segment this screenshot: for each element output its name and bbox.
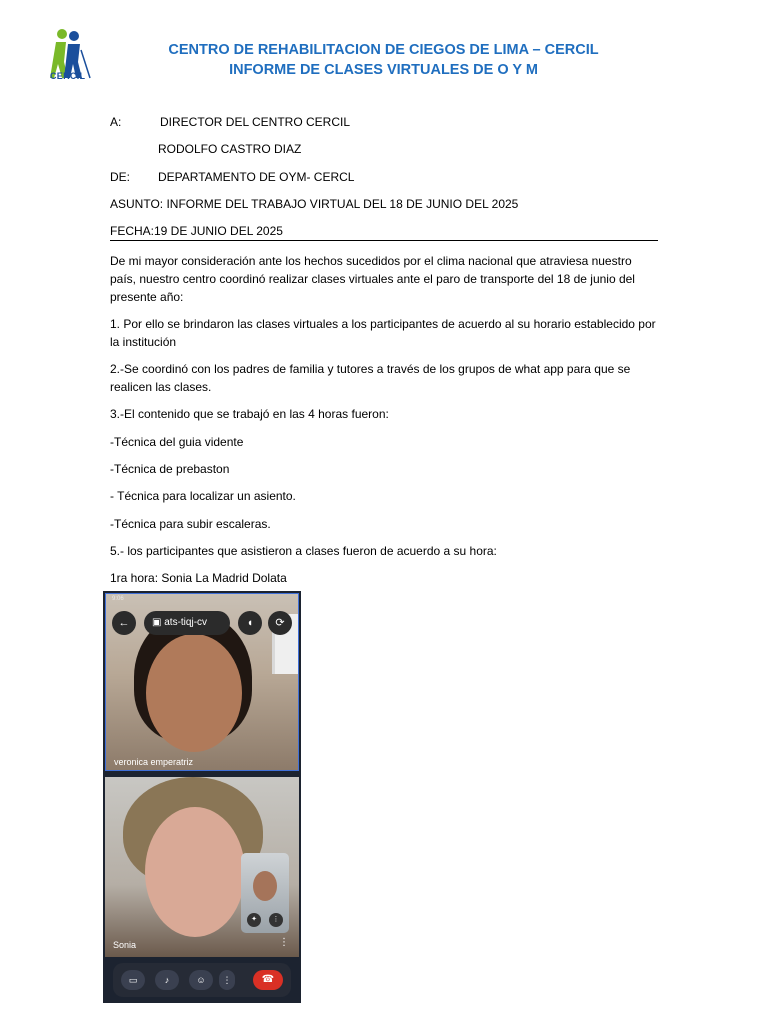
participant-name-2: Sonia <box>113 940 137 950</box>
technique-3: - Técnica para localizar un asiento. <box>110 489 296 503</box>
meeting-code-pill[interactable] <box>144 611 230 635</box>
meeting-code: ats-tiqj-cv <box>164 617 208 628</box>
item-5: 5.- los participantes que asistieron a clases fueron de acuerdo a su hora: <box>110 544 497 558</box>
status-time: 9:06 <box>112 596 124 602</box>
to-label: A: <box>110 115 122 129</box>
to-value: DIRECTOR DEL CENTRO CERCIL <box>160 115 351 129</box>
technique-1: -Técnica del guia vidente <box>110 435 244 449</box>
more-options-icon[interactable]: ⋮ <box>279 937 289 948</box>
participant-name-1: veronica emperatriz <box>114 757 194 767</box>
self-view-face <box>253 871 277 901</box>
microphone-icon[interactable]: ♪ <box>155 970 179 990</box>
emoji-icon[interactable]: ☺ <box>189 970 213 990</box>
more-icon[interactable]: ⋮ <box>219 970 235 990</box>
document-title: CENTRO DE REHABILITACION DE CIEGOS DE LIMA – CERCIL <box>168 42 599 58</box>
intro-paragraph: De mi mayor consideración ante los hechos sucedidos por el clima nacional que atraviesa nuestro país, nuestro centro coordinó realizar clases virtuales ante el paro de transporte del 18 de junio del presente año: <box>110 254 635 304</box>
technique-2: -Técnica de prebaston <box>110 462 230 476</box>
date-line: FECHA:19 DE JUNIO DEL 2025 <box>110 224 283 238</box>
effects-icon[interactable]: ✦ <box>247 913 261 927</box>
more-options-icon[interactable]: ⋮ <box>269 913 283 927</box>
camera-icon[interactable]: ▭ <box>121 970 145 990</box>
call-top-bar <box>112 610 296 636</box>
back-arrow-icon[interactable]: ← <box>112 611 136 635</box>
item-2: 2.-Se coordinó con los padres de familia y tutores a través de los grupos de what app para que se realicen las clases. <box>110 362 631 394</box>
end-call-icon[interactable]: ☎ <box>253 970 283 990</box>
from-value: DEPARTAMENTO DE OYM- CERCL <box>158 170 355 184</box>
header-divider <box>110 240 658 241</box>
to-name: RODOLFO CASTRO DIAZ <box>158 142 302 156</box>
switch-camera-icon[interactable]: ⟳ <box>268 611 292 635</box>
video-call-screenshot <box>103 591 301 1003</box>
from-label: DE: <box>110 170 131 184</box>
item-3: 3.-El contenido que se trabajó en las 4 horas fueron: <box>110 407 389 421</box>
document-subtitle: INFORME DE CLASES VIRTUALES DE O Y M <box>229 62 538 78</box>
participant-face <box>146 634 242 752</box>
calendar-icon: ▣ <box>152 617 165 628</box>
participant-tile-2 <box>105 777 299 957</box>
technique-4: -Técnica para subir escaleras. <box>110 517 271 531</box>
subject-line: ASUNTO: INFORME DEL TRABAJO VIRTUAL DEL 18 DE JUNIO DEL 2025 <box>110 197 519 211</box>
participant-tile-1 <box>105 593 299 771</box>
item-1: 1. Por ello se brindaron las clases virtuales a los participantes de acuerdo al su horario establecido por la institución <box>110 317 656 349</box>
logo-text: CERCIL <box>50 71 86 81</box>
call-controls <box>113 963 291 997</box>
speaker-icon[interactable]: ◖ <box>238 611 262 635</box>
self-view-pip[interactable] <box>241 853 289 933</box>
hour-1: 1ra hora: Sonia La Madrid Dolata <box>110 571 287 585</box>
participant-face <box>145 807 245 937</box>
